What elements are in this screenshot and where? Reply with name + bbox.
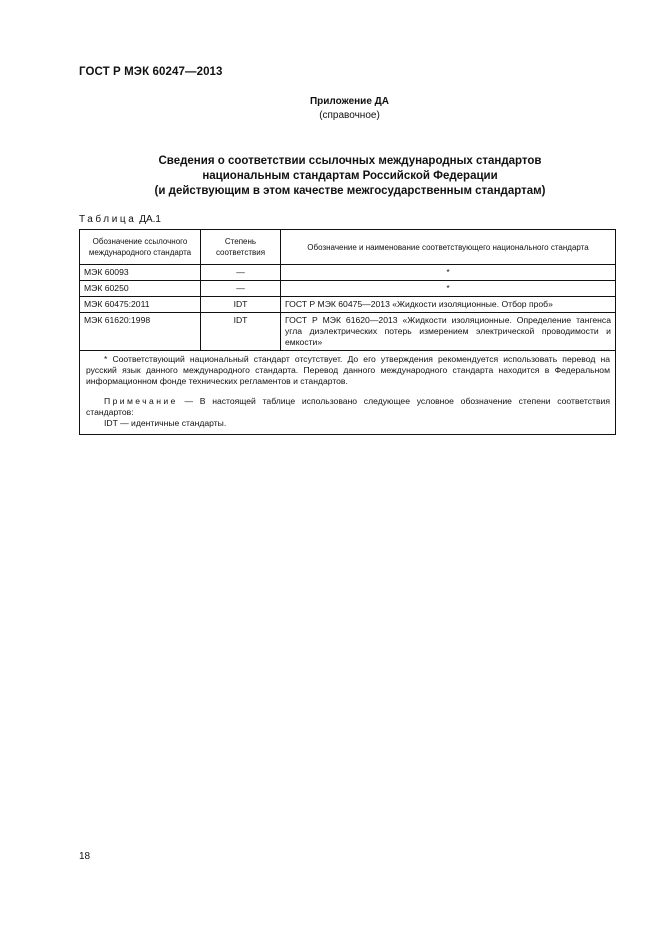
reference-cell: МЭК 61620:1998 bbox=[80, 313, 201, 351]
heading-line-2: национальным стандартам Российской Федерации bbox=[202, 170, 498, 182]
table-row bbox=[80, 313, 616, 351]
appendix-subtitle: (справочное) bbox=[319, 110, 380, 121]
table-caption-prefix: Таблица bbox=[79, 214, 137, 225]
note-label: Примечание bbox=[104, 396, 178, 406]
national-standard-cell: ГОСТ Р МЭК 61620—2013 «Жидкости изоляционные. Определение тангенса угла диэлектрических потерь измерением электрической проводимости и емкости» bbox=[281, 313, 616, 351]
national-standard-cell: ГОСТ Р МЭК 60475—2013 «Жидкости изоляционные. Отбор проб» bbox=[281, 297, 616, 313]
table-row bbox=[80, 297, 616, 313]
degree-cell: IDT bbox=[201, 297, 281, 313]
appendix-title: Приложение ДА bbox=[309, 96, 390, 107]
table-footnote-row bbox=[80, 351, 616, 435]
footnote-text: * Соответствующий национальный стандарт отсутствует. До его утверждения рекомендуется использовать перевод на русский язык данного международного стандарта. Перевод данного международного стандарта находится в Федеральном информационном фонде технических регламентов и стандартов. bbox=[86, 354, 610, 386]
column-header-degree: Степень соответствия bbox=[201, 230, 281, 265]
degree-cell: — bbox=[201, 281, 281, 297]
standard-code-header: ГОСТ Р МЭК 60247—2013 bbox=[79, 66, 223, 78]
reference-cell: МЭК 60250 bbox=[80, 281, 201, 297]
column-header-reference: Обозначение ссылочного международного стандарта bbox=[80, 230, 201, 265]
table-row bbox=[80, 265, 616, 281]
table-caption-number: ДА.1 bbox=[139, 214, 161, 225]
heading-line-1: Сведения о соответствии ссылочных международных стандартов bbox=[158, 155, 542, 167]
note-paragraph bbox=[86, 396, 610, 418]
note-idt-definition: IDT — идентичные стандарты. bbox=[104, 418, 227, 428]
footnote-cell bbox=[80, 351, 616, 435]
table-caption bbox=[79, 214, 161, 225]
national-standard-cell: * bbox=[281, 281, 616, 297]
national-standard-cell: * bbox=[281, 265, 616, 281]
degree-cell: — bbox=[201, 265, 281, 281]
heading-line-3: (и действующим в этом качестве межгосударственным стандартам) bbox=[154, 185, 546, 197]
standards-correspondence-table bbox=[79, 229, 616, 435]
note-text: — В настоящей таблице использовано следующее условное обозначение степени соответствия стандартов: bbox=[86, 396, 610, 417]
page-number: 18 bbox=[79, 851, 91, 862]
table-row bbox=[80, 281, 616, 297]
reference-cell: МЭК 60093 bbox=[80, 265, 201, 281]
column-header-national: Обозначение и наименование соответствующего национального стандарта bbox=[281, 230, 616, 265]
reference-cell: МЭК 60475:2011 bbox=[80, 297, 201, 313]
table-header-row bbox=[80, 230, 616, 265]
section-heading bbox=[0, 154, 661, 199]
degree-cell: IDT bbox=[201, 313, 281, 351]
